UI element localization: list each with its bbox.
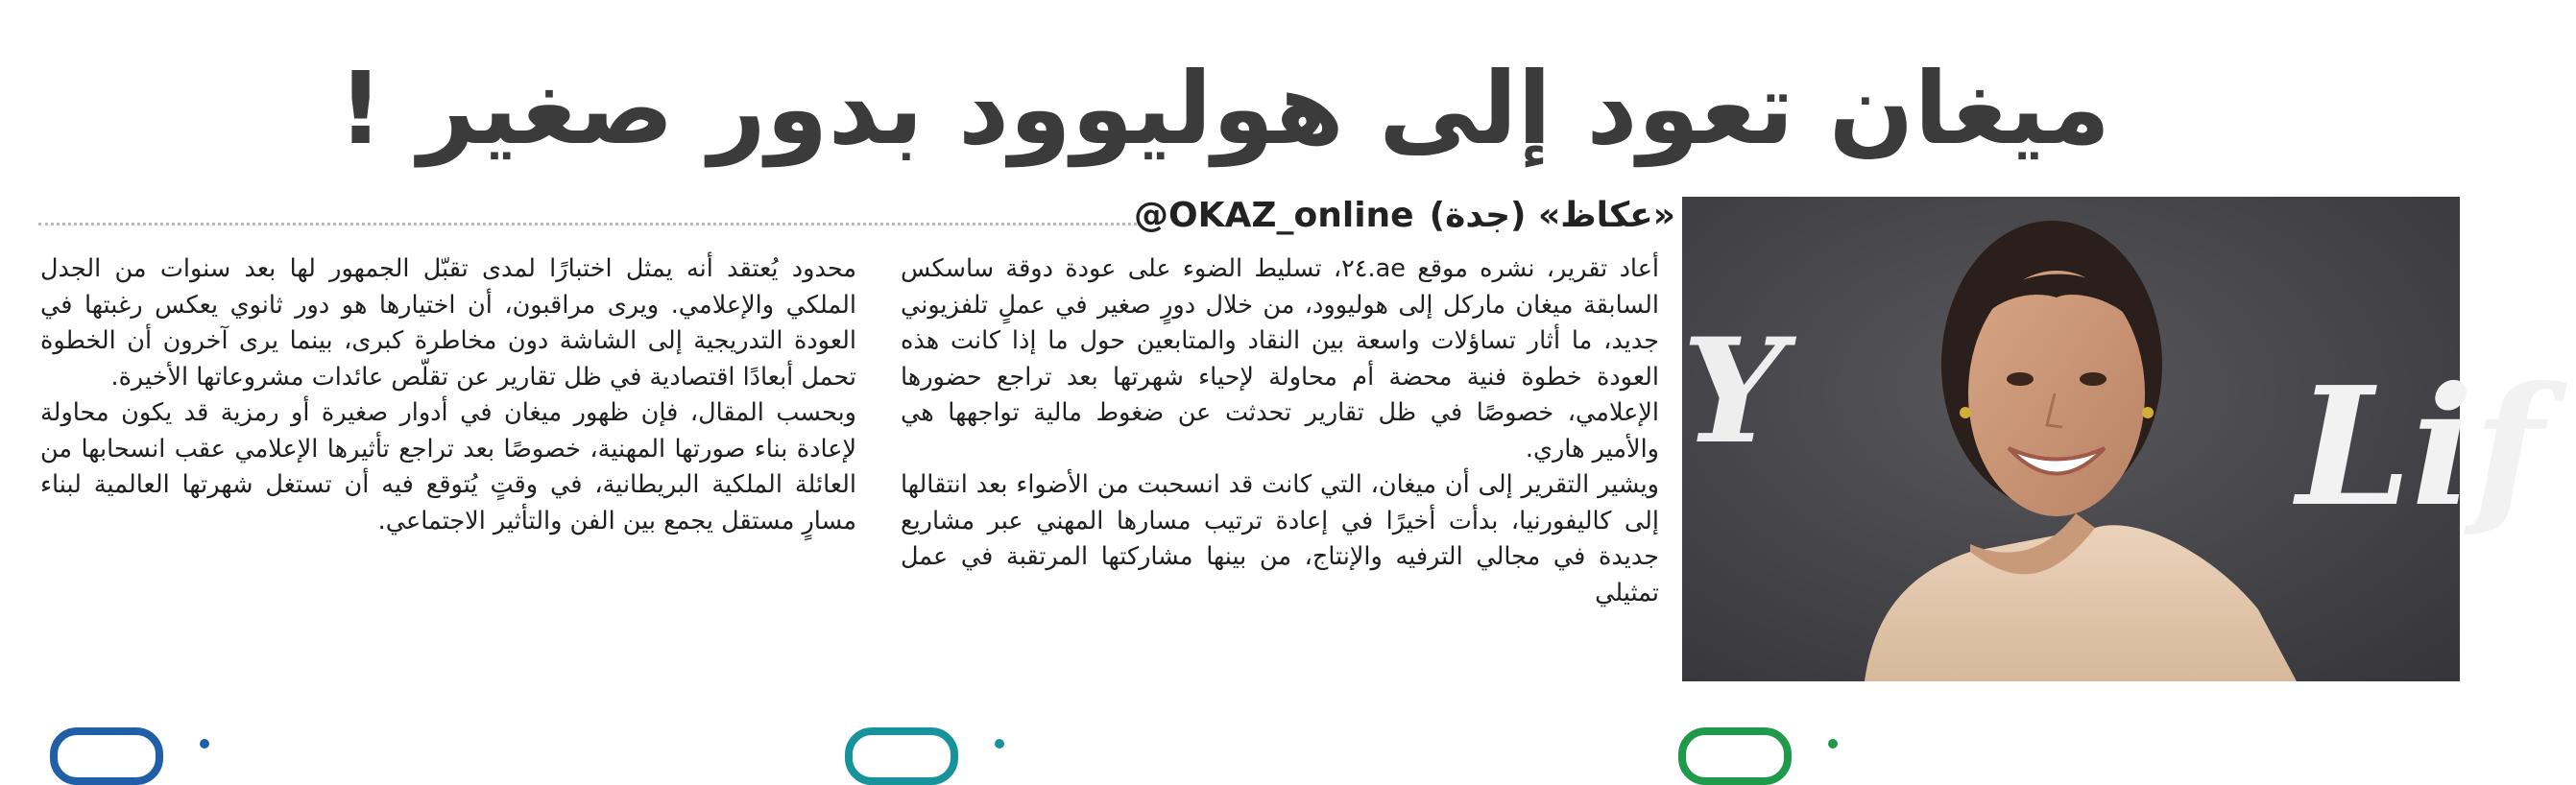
backdrop-text-right: Lif: [2297, 351, 2544, 543]
paragraph: محدود يُعتقد أنه يمثل اختبارًا لمدى تقبّل الجمهور لها بعد سنوات من الجدل الملكي والإعلامي. ويرى مراقبون، أن اختيارها هو دور ثانوي يعكس رغبتها في العودة التدريجية إلى الشاشة دون مخاطرة كبرى، بينما يرى آخرون أن الخطوة تحمل أبعادًا اقتصادية في ظل تقارير عن تقلّص عائدات مشروعاتها الأخيرة.: [40, 254, 856, 392]
byline-handle[interactable]: @OKAZ_online: [1134, 195, 1414, 235]
teal-dot: [995, 739, 1004, 749]
byline: [1134, 188, 1685, 242]
article-photo: [1682, 197, 2544, 681]
article-column-left: [40, 251, 856, 539]
paragraph: أعاد تقرير، نشره موقع ae.٢٤، تسليط الضوء على عودة دوقة ساسكس السابقة ميغان ماركل إلى هوليوود، من خلال دورٍ صغير في عملٍ تلفزيوني جديد، ما أثار تساؤلات واسعة بين النقاد والمتابعين حول ما إذا كانت هذه العودة خطوة فنية محضة أم محاولة لإحياء شهرتها بعد تراجع حضورها الإعلامي، خصوصًا في ظل تقارير تحدثت عن ضغوط مالية تواجهها هي والأمير هاري.: [901, 254, 1659, 464]
backdrop-text-left: Y: [1682, 307, 1786, 476]
green-section-marker: [1678, 727, 1792, 785]
headline: ميغان تعود إلى هوليوود بدور صغير !: [337, 50, 2111, 167]
article-column-right: [901, 251, 1659, 611]
teal-section-marker: [845, 727, 958, 785]
green-dot: [1828, 739, 1838, 749]
paragraph: ويشير التقرير إلى أن ميغان، التي كانت قد انسحبت من الأضواء بعد انتقالها إلى كاليفورنيا، بدأت أخيرًا في إعادة ترتيب مسارها المهني عبر مشاريع جديدة في مجالي الترفيه والإنتاج، من بينها مشاركتها المرتقبة في عمل تمثيلي: [901, 470, 1659, 607]
blue-dot: [200, 739, 209, 749]
byline-source: «عكاظ» (جدة): [1429, 195, 1675, 235]
blue-section-marker: [50, 727, 163, 785]
paragraph: وبحسب المقال، فإن ظهور ميغان في أدوار صغيرة أو رمزية قد يكون محاولة لإعادة بناء صورتها المهنية، خصوصًا بعد تراجع تأثيرها الإعلامي عقب انسحابها من العائلة الملكية البريطانية، في وقتٍ يُتوقع فيه أن تستغل شهرتها العالمية لبناء مسارٍ مستقل يجمع بين الفن والتأثير الاجتماعي.: [40, 398, 856, 535]
